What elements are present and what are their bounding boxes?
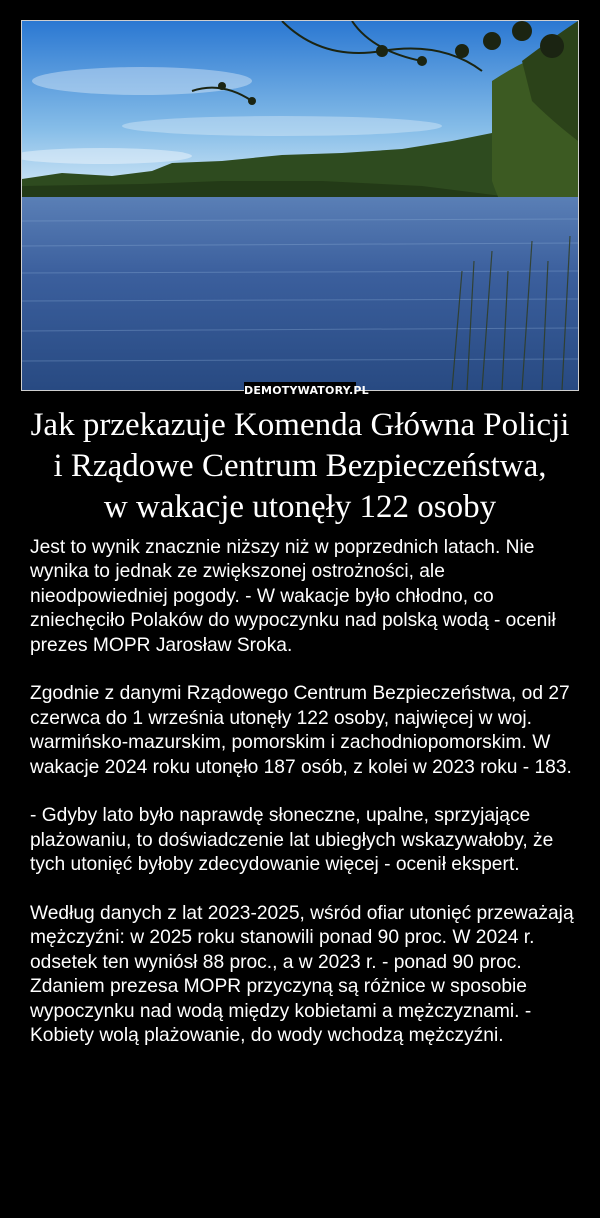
lake-photo-icon [22, 21, 578, 390]
lake-photo [21, 20, 579, 391]
watermark-badge: DEMOTYWATORY.PL [244, 384, 369, 397]
headline-line-2: i Rządowe Centrum Bezpieczeństwa, [53, 448, 547, 484]
paragraph-2: Zgodnie z danymi Rządowego Centrum Bezpieczeństwa, od 27 czerwca do 1 września utonęły 122 osoby, najwięcej w woj. warmińsko-mazurskim, pomorskim i zachodniopomorskim. W wakacje 2024 roku utonęło 187 osób, z kolei w 2023 roku - 183. [30, 683, 572, 778]
paragraph-4: Według danych z lat 2023-2025, wśród ofiar utonięć przeważają mężczyźni: w 2025 roku stanowili ponad 90 proc. W 2024 r. odsetek ten wyniósł 88 proc., a w 2023 r. - ponad 90 proc. Zdaniem prezesa MOPR przyczyną są różnice w sposobie wypoczynku nad wodą między kobietami a mężczyznami. - Kobiety wolą plażowanie, do wody wchodzą mężczyźni. [30, 903, 574, 1047]
article-body [30, 536, 575, 1073]
headline [0, 405, 600, 528]
headline-line-3: w wakacje utonęły 122 osoby [103, 489, 497, 525]
paragraph-3: - Gdyby lato było naprawdę słoneczne, upalne, sprzyjające plażowaniu, to doświadczenie lat ubiegłych wskazywałoby, że tych utonięć byłoby zdecydowanie więcej - ocenił ekspert. [30, 805, 554, 876]
paragraph-1: Jest to wynik znacznie niższy niż w poprzednich latach. Nie wynika to jednak ze zwiększonej ostrożności, ale nieodpowiedniej pogody. - W wakacje było chłodno, co zniechęciło Polaków do wypoczynku nad polską wodą - ocenił prezes MOPR Jarosław Sroka. [30, 537, 556, 656]
headline-line-1: Jak przekazuje Komenda Główna Policji [30, 407, 570, 443]
